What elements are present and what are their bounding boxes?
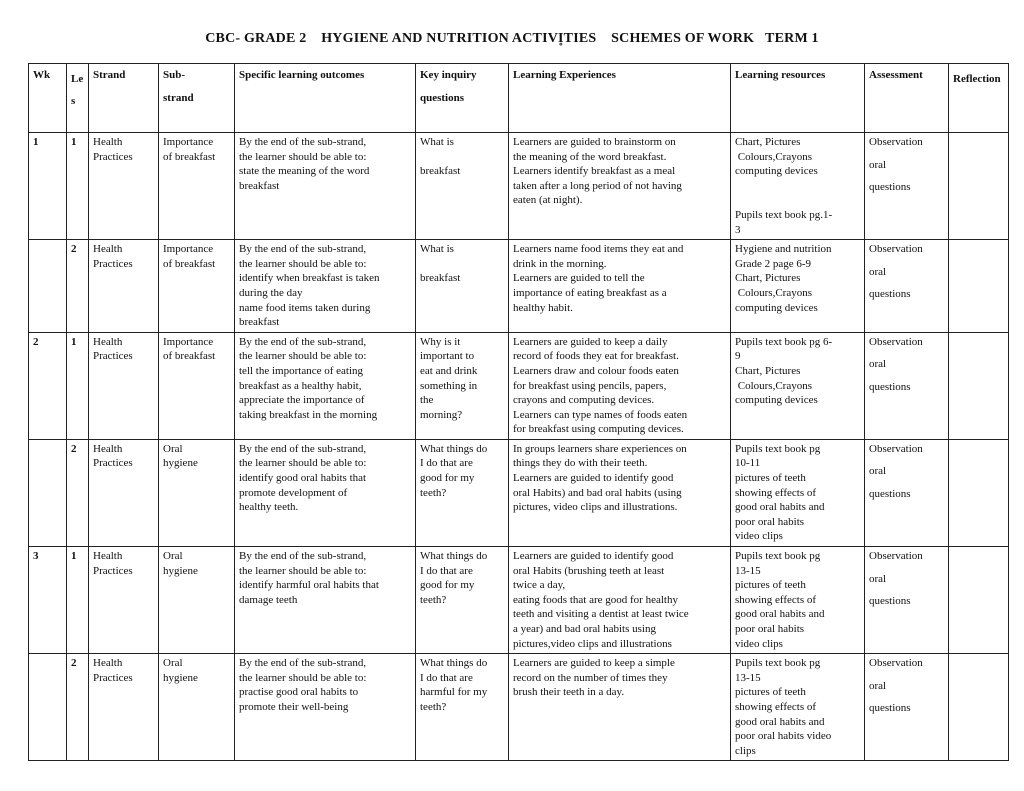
assessment-line: Observation [869,243,923,256]
assessment-line: oral [869,358,887,371]
experiences-line: eating foods that are good for healthy [513,593,678,606]
experiences-line: taken after a long period of not having [513,179,682,192]
inquiry-cell [416,547,509,654]
outcomes-line: the learner should be able to: [239,150,367,163]
inquiry-line: good for my [420,579,475,592]
strand-line: Health [93,657,123,670]
assessment-line: oral [869,158,887,171]
assessment-cell [865,654,949,761]
experiences-line: the meaning of the word breakfast. [513,150,667,163]
substrand-cell [159,654,235,761]
resources-line: pictures of teeth [735,686,806,699]
assessment-line: oral [869,465,887,478]
strand-line: Practices [93,457,133,470]
resources-line: clips [735,744,756,757]
experiences-line: a year) and bad oral habits using [513,623,656,635]
resources-line: Pupils text book pg [735,442,821,455]
experiences-line: Learners are guided to identify good [513,472,674,485]
header-substrand-line-2: strand [163,91,194,104]
substrand-line: Oral [163,550,183,563]
resources-line: Chart, Pictures [735,364,801,377]
strand-line: Health [93,136,123,148]
inquiry-line: What things do [420,550,488,563]
strand-line: Health [93,550,123,563]
resources-line: showing effects of [735,486,817,499]
lesson-cell: 1 [67,547,89,654]
experiences-line: healthy habit. [513,301,573,314]
resources-line: 10-11 [735,457,761,470]
assessment-line: oral [869,265,887,278]
substrand-line: hygiene [163,457,198,470]
experiences-line: Learners are guided to keep a simple [513,657,675,670]
inquiry-line: good for my [420,472,475,485]
inquiry-line: important to [420,350,475,363]
resources-line: good oral habits and [735,501,825,514]
experiences-line: Learners can type names of foods eaten [513,408,688,421]
assessment-cell [865,439,949,546]
substrand-cell [159,439,235,546]
reflection-cell [949,547,1009,654]
outcomes-line: healthy teeth. [239,501,299,514]
inquiry-line: I do that are [420,457,473,470]
scheme-of-work-table [28,63,1009,761]
substrand-line: Oral [163,657,183,670]
outcomes-line: identify harmful oral habits that [239,579,379,592]
table-header-row [29,64,1009,133]
table-row [29,240,1009,333]
resources-line: computing devices [735,394,818,407]
experiences-line: oral Habits (brushing teeth at least [513,564,665,577]
resources-line [735,179,860,194]
inquiry-line: breakfast [420,272,461,285]
outcomes-line: identify good oral habits that [239,472,367,485]
header-week: Wk [29,64,67,133]
strand-line: Health [93,442,123,455]
substrand-line: Oral [163,442,183,455]
strand-line: Health [93,335,123,348]
outcomes-line: the learner should be able to: [239,564,367,577]
inquiry-line [420,257,504,272]
resources-line: Hygiene and nutrition [735,243,832,256]
lesson-cell: 1 [67,332,89,439]
document-title: CBC- GRADE 2 HYGIENE AND NUTRITION ACTIVI̥TIES SCHEMES OF WORK TERM 1 [205,31,819,46]
resources-cell [731,654,865,761]
resources-line: Chart, Pictures [735,272,801,285]
outcomes-line: practise good oral habits to [239,686,359,699]
assessment-line: Observation [869,136,923,148]
resources-line: pictures of teeth [735,472,806,485]
outcomes-line: the learner should be able to: [239,350,367,363]
lesson-cell: 2 [67,439,89,546]
header-inquiry [416,64,509,133]
outcomes-line: damage teeth [239,593,298,606]
resources-line: video clips [735,530,783,543]
experiences-line: pictures,video clips and illustrations [513,637,672,650]
outcomes-line: identify when breakfast is taken [239,272,380,285]
experiences-cell [509,654,731,761]
inquiry-line: I do that are [420,564,473,577]
inquiry-cell [416,654,509,761]
substrand-line: of breakfast [163,150,216,163]
outcomes-line: state the meaning of the word [239,165,370,178]
strand-cell [89,133,159,240]
outcomes-line: during the day [239,286,303,299]
strand-cell [89,654,159,761]
substrand-cell [159,332,235,439]
week-cell: 2 [29,332,67,439]
week-cell: 1 [29,133,67,240]
experiences-line: record of foods they eat for breakfast. [513,350,679,363]
inquiry-line: What things do [420,657,488,670]
header-reflection: Reflection [949,64,1009,133]
outcomes-line: promote their well-being [239,700,349,713]
inquiry-line: something in [420,379,478,392]
table-row [29,654,1009,761]
inquiry-line: What things do [420,442,488,455]
experiences-line: Learners are guided to tell the [513,272,645,285]
outcomes-cell [235,547,416,654]
header-strand: Strand [89,64,159,133]
inquiry-line: teeth? [420,700,447,713]
week-cell [29,439,67,546]
header-substrand [159,64,235,133]
experiences-cell [509,133,731,240]
resources-line: showing effects of [735,593,817,606]
experiences-line: importance of eating breakfast as a [513,286,667,299]
experiences-line: for breakfast using pencils, papers, [513,379,667,392]
strand-line: Practices [93,564,133,577]
outcomes-line: taking breakfast in the morning [239,408,378,421]
outcomes-line: the learner should be able to: [239,457,367,470]
inquiry-line: Why is it [420,335,461,348]
outcomes-line: the learner should be able to: [239,671,367,684]
assessment-line: Observation [869,550,923,563]
resources-cell [731,547,865,654]
substrand-line: hygiene [163,564,198,577]
resources-line: Grade 2 page 6-9 [735,257,812,270]
substrand-cell [159,547,235,654]
outcomes-line: By the end of the sub-strand, [239,657,367,670]
experiences-line: Learners identify breakfast as a meal [513,165,676,178]
inquiry-line: harmful for my [420,686,488,699]
resources-line: poor oral habits video [735,730,832,743]
resources-line: computing devices [735,301,818,314]
experiences-line: oral Habits) and bad oral habits (using [513,486,682,499]
assessment-line: Observation [869,335,923,348]
outcomes-line: By the end of the sub-strand, [239,243,367,256]
reflection-cell [949,240,1009,333]
lesson-cell: 2 [67,654,89,761]
resources-line: Colours,Crayons [735,379,812,392]
inquiry-line: What is [420,136,454,148]
strand-cell [89,240,159,333]
strand-line: Practices [93,257,133,270]
strand-line: Practices [93,350,133,363]
reflection-cell [949,133,1009,240]
outcomes-line: name food items taken during [239,301,371,314]
substrand-line: Importance [163,335,214,348]
outcomes-cell [235,133,416,240]
assessment-line: questions [869,380,911,393]
resources-line: Pupils text book pg [735,550,821,563]
assessment-line: oral [869,572,887,585]
resources-line: Pupils text book pg.1- [735,208,833,221]
experiences-line: Learners draw and colour foods eaten [513,364,679,377]
experiences-line: teeth and visiting a dentist at least twice [513,608,689,621]
week-cell [29,654,67,761]
experiences-cell [509,439,731,546]
resources-cell [731,439,865,546]
resources-line: 13-15 [735,671,761,684]
substrand-line: of breakfast [163,350,216,363]
substrand-line: of breakfast [163,257,216,270]
resources-line: Colours,Crayons [735,286,812,299]
inquiry-cell [416,133,509,240]
experiences-line: eaten (at night). [513,194,583,207]
lesson-cell: 1 [67,133,89,240]
experiences-line: In groups learners share experiences on [513,442,687,455]
week-cell [29,240,67,333]
experiences-cell [509,547,731,654]
inquiry-line: What is [420,243,454,256]
outcomes-line: By the end of the sub-strand, [239,136,367,148]
inquiry-line: morning? [420,408,463,421]
resources-cell [731,332,865,439]
resources-line: computing devices [735,165,818,178]
experiences-line: pictures, video clips and illustrations. [513,501,678,514]
assessment-line: questions [869,595,911,608]
outcomes-line: the learner should be able to: [239,257,367,270]
inquiry-cell [416,332,509,439]
resources-line: showing effects of [735,700,817,713]
outcomes-cell [235,240,416,333]
resources-line: poor oral habits [735,515,805,528]
strand-line: Practices [93,671,133,684]
inquiry-line: breakfast [420,165,461,178]
assessment-line: questions [869,181,911,194]
outcomes-line: By the end of the sub-strand, [239,550,367,563]
outcomes-line: tell the importance of eating [239,364,364,377]
table-row [29,547,1009,654]
inquiry-line: teeth? [420,486,447,499]
strand-line: Health [93,243,123,256]
assessment-line: oral [869,679,887,692]
assessment-line: Observation [869,442,923,455]
resources-line: pictures of teeth [735,579,806,592]
header-outcomes: Specific learning outcomes [235,64,416,133]
resources-line: 13-15 [735,564,761,577]
resources-line: Pupils text book pg [735,657,821,670]
substrand-line: Importance [163,243,214,256]
resources-line: 3 [735,223,741,236]
header-inquiry-line-1: Key inquiry [420,69,477,81]
inquiry-line: I do that are [420,671,473,684]
header-experiences: Learning Experiences [509,64,731,133]
substrand-line: hygiene [163,671,198,684]
lesson-cell: 2 [67,240,89,333]
strand-line: Practices [93,150,133,163]
inquiry-line [420,150,504,165]
assessment-cell [865,547,949,654]
substrand-cell [159,133,235,240]
outcomes-cell [235,332,416,439]
outcomes-line: By the end of the sub-strand, [239,442,367,455]
outcomes-cell [235,654,416,761]
reflection-cell [949,332,1009,439]
experiences-line: Learners are guided to brainstorm on [513,136,676,148]
experiences-line: things they do with their teeth. [513,457,648,470]
resources-line: good oral habits and [735,608,825,621]
experiences-line: drink in the morning. [513,257,607,270]
strand-cell [89,332,159,439]
experiences-line: Learners are guided to identify good [513,550,674,563]
experiences-line: for breakfast using computing devices. [513,423,684,436]
outcomes-line: appreciate the importance of [239,394,365,407]
inquiry-line: eat and drink [420,364,478,377]
strand-cell [89,439,159,546]
experiences-cell [509,240,731,333]
assessment-cell [865,133,949,240]
assessment-line: questions [869,488,911,501]
resources-line: poor oral habits [735,623,805,635]
header-resources: Learning resources [731,64,865,133]
inquiry-line: the [420,394,434,407]
header-substrand-line-1: Sub- [163,69,186,81]
outcomes-line: breakfast [239,316,280,329]
table-body [29,133,1009,761]
resources-line: good oral habits and [735,715,825,728]
experiences-line: Learners are guided to keep a daily [513,335,668,348]
resources-line: Colours,Crayons [735,150,812,163]
outcomes-cell [235,439,416,546]
experiences-cell [509,332,731,439]
resources-line: Pupils text book pg 6- [735,335,833,348]
table-row [29,332,1009,439]
outcomes-line: breakfast as a healthy habit, [239,379,362,392]
resources-line: video clips [735,637,783,650]
substrand-cell [159,240,235,333]
table-row [29,133,1009,240]
experiences-line: Learners name food items they eat and [513,243,684,256]
header-lesson: Les [67,64,89,133]
experiences-line: crayons and computing devices. [513,394,655,407]
outcomes-line: By the end of the sub-strand, [239,335,367,348]
inquiry-cell [416,439,509,546]
reflection-cell [949,439,1009,546]
week-cell: 3 [29,547,67,654]
assessment-cell [865,332,949,439]
resources-cell [731,240,865,333]
assessment-line: Observation [869,657,923,670]
resources-line: 9 [735,350,741,363]
substrand-line: Importance [163,136,214,148]
outcomes-line: breakfast [239,179,280,192]
resources-cell [731,133,865,240]
inquiry-cell [416,240,509,333]
experiences-line: record on the number of times they [513,671,668,684]
table-row [29,439,1009,546]
header-assessment: Assessment [865,64,949,133]
header-inquiry-line-2: questions [420,91,465,104]
resources-line: Chart, Pictures [735,136,801,148]
experiences-line: brush their teeth in a day. [513,686,625,699]
inquiry-line: teeth? [420,593,447,606]
assessment-line: questions [869,702,911,715]
assessment-cell [865,240,949,333]
resources-line [735,193,860,208]
reflection-cell [949,654,1009,761]
assessment-line: questions [869,288,911,301]
strand-cell [89,547,159,654]
outcomes-line: promote development of [239,486,348,499]
experiences-line: twice a day, [513,579,566,592]
